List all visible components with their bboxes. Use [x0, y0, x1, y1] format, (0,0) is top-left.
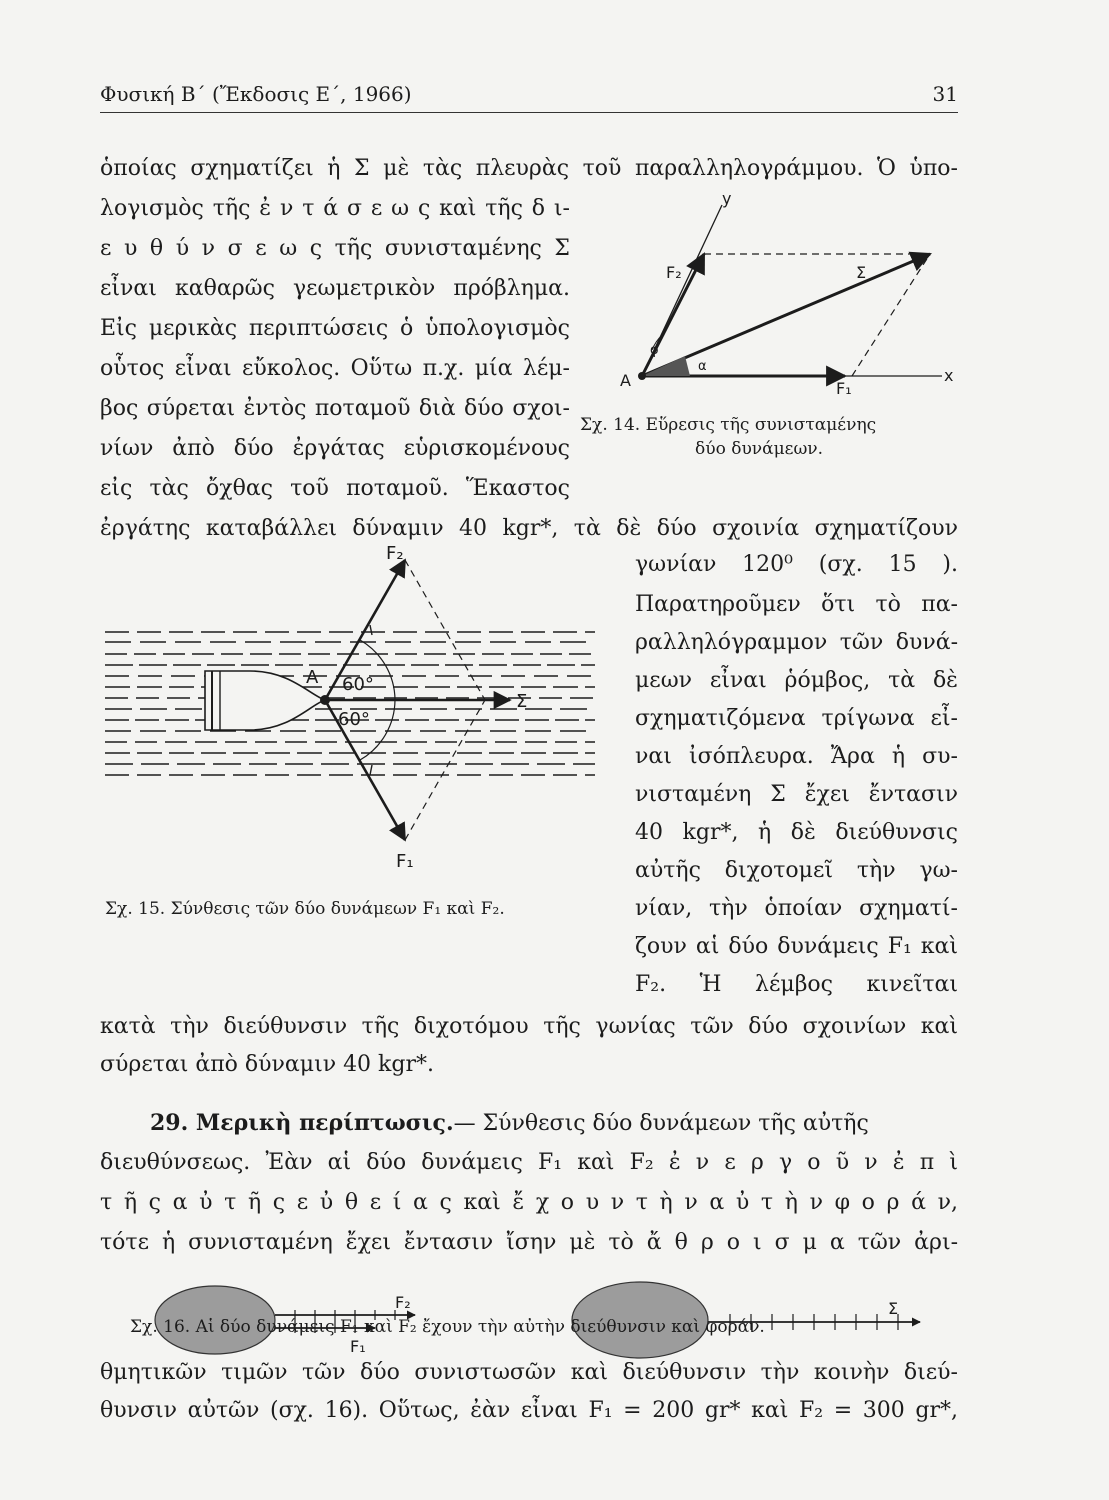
- section-29-title: 29. Μερικὴ περίπτωσις.: [150, 1110, 454, 1136]
- text-line: νισταμένη Σ ἔχει ἔντασιν: [635, 782, 958, 807]
- fig15-label-sigma: Σ: [516, 691, 528, 712]
- fig14-label-y: y: [722, 189, 732, 208]
- fig16-label-f2: F₂: [395, 1293, 411, 1312]
- fig14-label-alpha: α: [698, 359, 707, 374]
- text-line: οὗτος εἶναι εὔκολος. Οὕτω π.χ. μία λέμ-: [100, 356, 570, 381]
- text-line: F₂. Ἡ λέμβος κινεῖται: [635, 972, 958, 997]
- figure-15-caption: Σχ. 15. Σύνθεσις τῶν δύο δυνάμεων F₁ καὶ F₂.: [105, 899, 505, 919]
- fig14-label-sigma: Σ: [856, 263, 867, 282]
- fig15-label-a: A: [306, 667, 319, 688]
- fig15-label-f2: F₂: [386, 543, 404, 564]
- text-line: διευθύνσεως. Ἐὰν αἱ δύο δυνάμεις F₁ καὶ F₂ ἐ ν ε ρ γ ο ῦ ν ἐ π ὶ: [100, 1150, 958, 1175]
- book-title: Φυσική Β΄ (Ἔκδοσις Ε΄, 1966): [100, 82, 412, 106]
- text-line: ραλληλόγραμμον τῶν δυνά-: [635, 630, 958, 655]
- fig16-label-f1: F₁: [350, 1337, 366, 1356]
- text-line: τ ῆ ς α ὐ τ ῆ ς ε ὐ θ ε ί α ς καὶ ἔ χ ο υ ν τ ὴ ν α ὐ τ ὴ ν φ ο ρ ά ν,: [100, 1190, 958, 1215]
- section-29-subtitle: — Σύνθεσις δύο δυνάμεων τῆς αὐτῆς: [453, 1111, 869, 1136]
- text-line: γωνίαν 120⁰ (σχ. 15 ).: [635, 552, 958, 577]
- text-line: βος σύρεται ἐντὸς ποταμοῦ διὰ δύο σχοι-: [100, 396, 570, 421]
- text-line: νίων ἀπὸ δύο ἐργάτας εὑρισκομένους: [100, 436, 570, 461]
- text-line: ἐργάτης καταβάλλει δύναμιν 40 kgr*, τὰ δὲ δύο σχοινία σχηματίζουν: [100, 516, 958, 541]
- text-line: ὁποίας σχηματίζει ἡ Σ μὲ τὰς πλευρὰς τοῦ παραλληλογράμμου. Ὁ ὑπο-: [100, 156, 958, 181]
- running-header: [100, 78, 958, 113]
- text-line: ε υ θ ύ ν σ ε ω ς τῆς συνισταμένης Σ: [100, 236, 570, 261]
- text-line: θμητικῶν τιμῶν τῶν δύο συνιστωσῶν καὶ διεύθυνσιν τὴν κοινὴν διεύ-: [100, 1360, 958, 1385]
- page-number: 31: [932, 82, 958, 106]
- figure-14-caption: Σχ. 14. Εὕρεσις τῆς συνισταμένης: [580, 415, 877, 435]
- fig14-label-f1: F₁: [836, 379, 852, 398]
- fig15-label-f1: F₁: [396, 851, 414, 872]
- text-line: σύρεται ἀπὸ δύναμιν 40 kgr*.: [100, 1052, 434, 1077]
- text-line: αὐτῆς διχοτομεῖ τὴν γω-: [635, 858, 958, 883]
- fig15-angle-bottom: 60°: [338, 709, 370, 730]
- text-line: Παρατηροῦμεν ὅτι τὸ πα-: [635, 592, 958, 617]
- text-line: σχηματιζόμενα τρίγωνα εἶ-: [635, 706, 958, 731]
- fig14-label-f2: F₂: [666, 263, 682, 282]
- figure-14-diagram: [590, 150, 960, 410]
- text-line: νίαν, τὴν ὁποίαν σχηματί-: [635, 896, 958, 921]
- text-line: εἰς τὰς ὄχθας τοῦ ποταμοῦ. Ἕκαστος: [100, 476, 570, 501]
- text-line: λογισμὸς τῆς ἐ ν τ ά σ ε ω ς καὶ τῆς δ ι-: [100, 196, 570, 221]
- text-line: ναι ἰσόπλευρα. Ἄρα ἡ συ-: [635, 744, 958, 769]
- fig16-label-sigma: Σ: [888, 1299, 899, 1318]
- text-line: θυνσιν αὐτῶν (σχ. 16). Οὕτως, ἐὰν εἶναι F₁ = 200 gr* καὶ F₂ = 300 gr*,: [100, 1398, 958, 1423]
- figure-16-caption: Σχ. 16. Αἱ δύο δυνάμεις F₁ καὶ F₂ ἔχουν τὴν αὐτὴν διεύθυνσιν καὶ φοράν.: [130, 1317, 765, 1337]
- text-line: κατὰ τὴν διεύθυνσιν τῆς διχοτόμου τῆς γωνίας τῶν δύο σχοινίων καὶ: [100, 1014, 958, 1039]
- fig14-label-phi: φ: [650, 343, 659, 358]
- fig15-angle-top: 60°: [342, 674, 374, 695]
- text-line: εἶναι καθαρῶς γεωμετρικὸν πρόβλημα.: [100, 276, 570, 301]
- section-heading: [150, 1106, 869, 1141]
- fig14-label-x: x: [944, 366, 954, 385]
- text-line: Εἰς μερικὰς περιπτώσεις ὁ ὑπολογισμὸς: [100, 316, 570, 341]
- text-line: 40 kgr*, ἡ δὲ διεύθυνσις: [635, 820, 958, 845]
- figure-15-diagram: [100, 545, 610, 875]
- text-line: τότε ἡ συνισταμένη ἔχει ἔντασιν ἴσην μὲ τὸ ἄ θ ρ ο ι σ μ α τῶν ἀρι-: [100, 1230, 958, 1255]
- fig14-label-a: A: [620, 371, 631, 390]
- text-line: μεων εἶναι ῥόμβος, τὰ δὲ: [635, 668, 958, 693]
- figure-14-caption: δύο δυνάμεων.: [695, 439, 824, 459]
- text-line: ζουν αἱ δύο δυνάμεις F₁ καὶ: [635, 934, 958, 959]
